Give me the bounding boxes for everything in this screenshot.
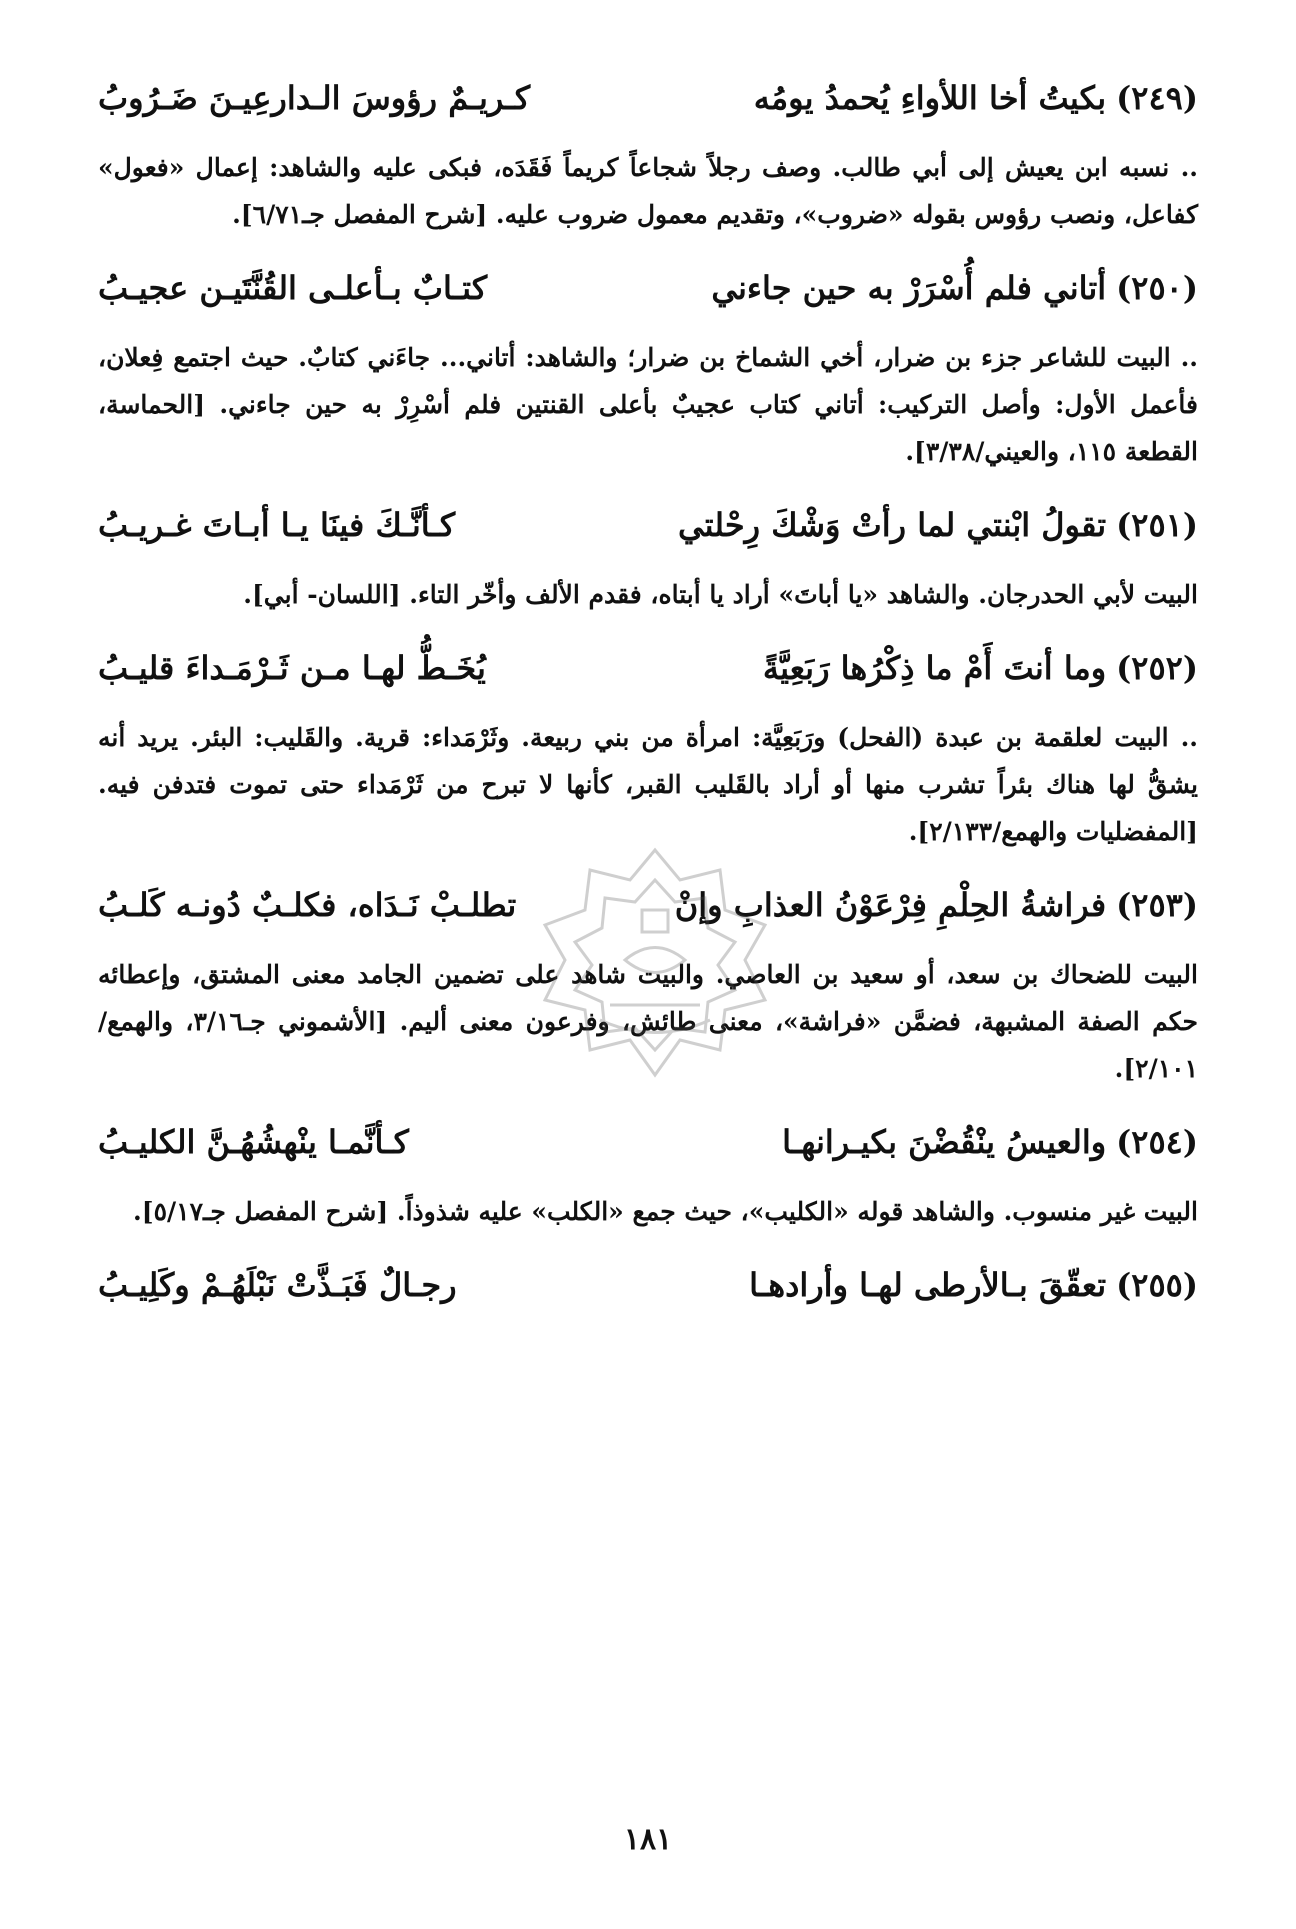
verse-first-hemistich [678, 489, 1198, 561]
verse-first-text: وما أنتَ أَمْ ما ذِكْرُها رَبَعِيَّةً [762, 649, 1107, 687]
verse-second-hemistich: كتـابٌ بـأعلـى القُنَّتَيـن عجيـبُ [98, 269, 488, 307]
commentary-252: .. البيت لعلقمة بن عبدة (الفحل) ورَبَعِيَّة: امرأة من بني ربيعة. وثَرْمَداء: قرية. والقَليب: البئر. يريد أنه يشقُّ لها هناك بئراً تشرب منها أو أراد بالقَليب القبر، كأنها لا تبرح من ثَرْمَداء حتى تموت فتدفن فيه. [المفضليات والهمع/٢/١٣٣]. [98, 723, 1198, 846]
verse-first-text: فراشةُ الحِلْمِ فِرْعَوْنُ العذابِ وإنْ [674, 886, 1107, 924]
page-number: ١٨١ [623, 1822, 673, 1857]
verse-250 [98, 252, 1198, 324]
verse-first-hemistich [749, 1249, 1198, 1321]
verse-second-hemistich: كـأنَّـكَ فينَا يـا أبـاتَ غـريـبُ [98, 506, 456, 544]
verse-number: (٢٥٣) [1116, 886, 1198, 924]
page-content [98, 62, 1198, 1321]
verse-second-hemistich: كـأنَّمـا ينْهشُهُـنَّ الكليـبُ [98, 1123, 409, 1161]
verse-first-text: تعقّقَ بـالأرطى لهـا وأرادهـا [749, 1266, 1107, 1304]
verse-first-hemistich [782, 1106, 1198, 1178]
verse-number: (٢٥٢) [1116, 649, 1198, 687]
verse-number: (٢٥٠) [1116, 269, 1198, 307]
verse-first-text: بكيتُ أخا اللأواءِ يُحمدُ يومُه [753, 79, 1107, 117]
verse-first-hemistich [711, 252, 1198, 324]
verse-number: (٢٥١) [1116, 506, 1198, 544]
verse-first-text: أتاني فلم أُسْرَرْ به حين جاءني [711, 269, 1107, 307]
verse-first-hemistich [763, 632, 1198, 704]
verse-second-hemistich: كـريـمٌ رؤوسَ الـدارعِيـنَ ضَـرُوبُ [98, 79, 531, 117]
verse-first-hemistich [754, 62, 1198, 134]
verse-252 [98, 632, 1198, 704]
verse-number: (٢٥٤) [1116, 1123, 1198, 1161]
commentary-251: البيت لأبي الحدرجان. والشاهد «يا أباتَ» أراد يا أبتاه، فقدم الألف وأخّر التاء. [اللسان- أبي]. [243, 580, 1198, 609]
commentary-254: البيت غير منسوب. والشاهد قوله «الكليب»، حيث جمع «الكلب» عليه شذوذاً. [شرح المفصل جـ٥/١٧]. [133, 1197, 1198, 1226]
commentary-250: .. البيت للشاعر جزء بن ضرار، أخي الشماخ بن ضرار؛ والشاهد: أتاني... جاءَني كتابٌ. حيث اجتمع فِعلان، فأعمل الأول: وأصل التركيب: أتاني كتاب عجيبٌ بأعلى القنتين فلم أسْرِرْ به حين جاءني. [الحماسة، القطعة ١١٥، والعيني/٣/٣٨]. [98, 343, 1198, 466]
verse-249 [98, 62, 1198, 134]
verse-second-hemistich: تطلـبْ نَـدَاه، فكلـبٌ دُونـه كَلـبُ [98, 886, 517, 924]
commentary-253: البيت للضحاك بن سعد، أو سعيد بن العاصي. والبيت شاهد على تضمين الجامد معنى المشتق، وإعطائه حكم الصفة المشبهة، فضمَّن «فراشة»، معنى طائش، وفرعون معنى أليم. [الأشموني جـ٣/١٦، والهمع/٢/١٠١]. [98, 960, 1198, 1083]
verse-number: (٢٥٥) [1116, 1266, 1198, 1304]
verse-number: (٢٤٩) [1116, 79, 1198, 117]
commentary-249: .. نسبه ابن يعيش إلى أبي طالب. وصف رجلاً شجاعاً كريماً فَقَدَه، فبكى عليه والشاهد: إعمال «فعول» كفاعل، ونصب رؤوس بقوله «ضروب»، وتقديم معمول ضروب عليه. [شرح المفصل جـ٦/٧١]. [98, 153, 1198, 229]
verse-first-hemistich [675, 869, 1198, 941]
verse-253 [98, 869, 1198, 941]
verse-first-text: والعيسُ ينْقُضْنَ بكيـرانهـا [782, 1123, 1107, 1161]
verse-254 [98, 1106, 1198, 1178]
verse-first-text: تقولُ ابْنتي لما رأتْ وَشْكَ رِحْلتي [677, 506, 1107, 544]
verse-second-hemistich: يُخَـطُّ لهـا مـن ثَـرْمَـداءَ قليـبُ [98, 649, 486, 687]
verse-251 [98, 489, 1198, 561]
verse-second-hemistich: رجـالٌ فَبَـذَّتْ نَبْلَهُـمْ وكَلِيـبُ [98, 1266, 457, 1304]
verse-255 [98, 1249, 1198, 1321]
